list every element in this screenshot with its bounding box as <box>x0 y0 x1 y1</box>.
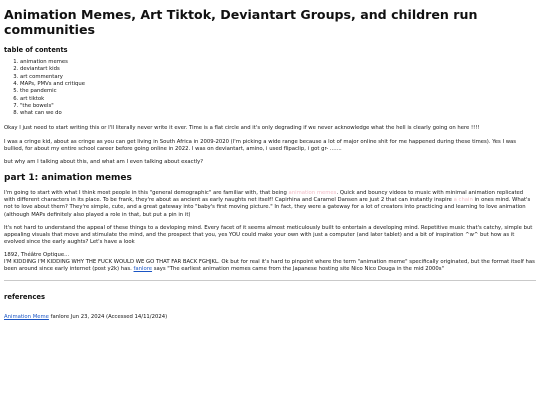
paragraph-line <box>4 259 536 273</box>
section-paragraph: It's not hard to understand the appeal of these things to a devloping mind. Every facet of it seems almost meticulously built to entertain a developing mind. Repetitive music that's catchy, simple but appealing visuals that move and stimulate the mind, and the prospect that you, yes YOU could make your own with just a computer (and later tablet) and a bit of inspiration ^w^ but how as it evolved since the early aughts? Let's have a look <box>4 224 533 246</box>
toc-item: 7. "the bowels" <box>20 103 536 110</box>
section-paragraph <box>4 190 536 219</box>
paragraph-text: says "The earliest animation memes came from the Japanese hosting site Nico Nico Douga in the mid 2000s" <box>152 266 444 273</box>
references-heading: references <box>4 292 46 301</box>
toc-item: 3. art commentary <box>20 74 536 81</box>
reference-item <box>4 314 536 321</box>
paragraph-text: I'M KIDDING I'M KIDDING WHY THE FUCK WOULD WE GO THAT FAR BACK FGHJKL. Ok but for real it's hard to pinpoint where the term "animation meme" specifically originated, but the format itself has been around since early internet (post y2k) has. <box>4 259 535 273</box>
reference-link[interactable]: Animation Meme <box>4 313 49 320</box>
faded-text: animation memes <box>288 190 337 197</box>
fanlore-link[interactable]: fanlore <box>133 266 153 273</box>
toc-item: 1. animation memes <box>20 59 536 66</box>
reference-text: fanlore Jun 23, 2024 (Accessed 14/11/2024) <box>48 313 168 320</box>
toc-item: 5. the pandemic <box>20 88 536 95</box>
section-heading-part-1: part 1: animation memes <box>4 173 132 184</box>
toc-item: 4. MAPs, PMVs and critique <box>20 81 536 88</box>
toc-item: 6. art tiktok <box>20 96 536 103</box>
paragraph-line: 1892, Théâtre Optique... <box>4 252 70 259</box>
divider <box>4 280 536 281</box>
toc-item: 8. what can we do <box>20 110 536 117</box>
section-paragraph <box>4 252 536 273</box>
page-title: Animation Memes, Art Tiktok, Deviantart Groups, and children run communities <box>4 7 478 38</box>
faded-text: a chain <box>453 197 473 204</box>
paragraph-text: . Quick and bouncy videos to music with minimal animation replicated with different characters in its place. To be frank, they're about as ancient as early naughts net itself! Capirhina and Caramel Dansen are just 2 that can instantly inspire <box>4 190 524 204</box>
table-of-contents <box>4 59 536 117</box>
paragraph-text: I'm going to start with what I think most people in this "general demographic" are familiar with, that being <box>4 190 289 197</box>
intro-paragraph: Okay I just need to start writing this or I'll literally never write it ever. Time is a flat circle and it's only degrading if we never acknowledge what the hell is clearly going on here !!!! <box>4 125 480 132</box>
toc-item: 2. deviantart kids <box>20 66 536 73</box>
intro-paragraph: I was a cringe kid, about as cringe as you can get living in South Africa in 2009-2020 (I'm picking a wide range because a lot of major online shit for me happened during these times). Yes I was bullied, for about my entire school career before going online in 2022. I was on deviantart, amino, i used flipaclip, i got gr- ....... <box>4 138 517 152</box>
intro-paragraph: but why am I talking about this, and what am I even talking about exactly? <box>4 158 204 165</box>
paragraph-text: in ones mind. What's not to love about them? They're simple, cute, and a great gateway into "baby's first moving picture." In fact, they were a gateway for a lot of creators into practicing and learning to love animation (although MAPs definitely also played a role in that, but put a pin in it) <box>4 197 531 218</box>
toc-heading: table of contents <box>4 46 68 55</box>
